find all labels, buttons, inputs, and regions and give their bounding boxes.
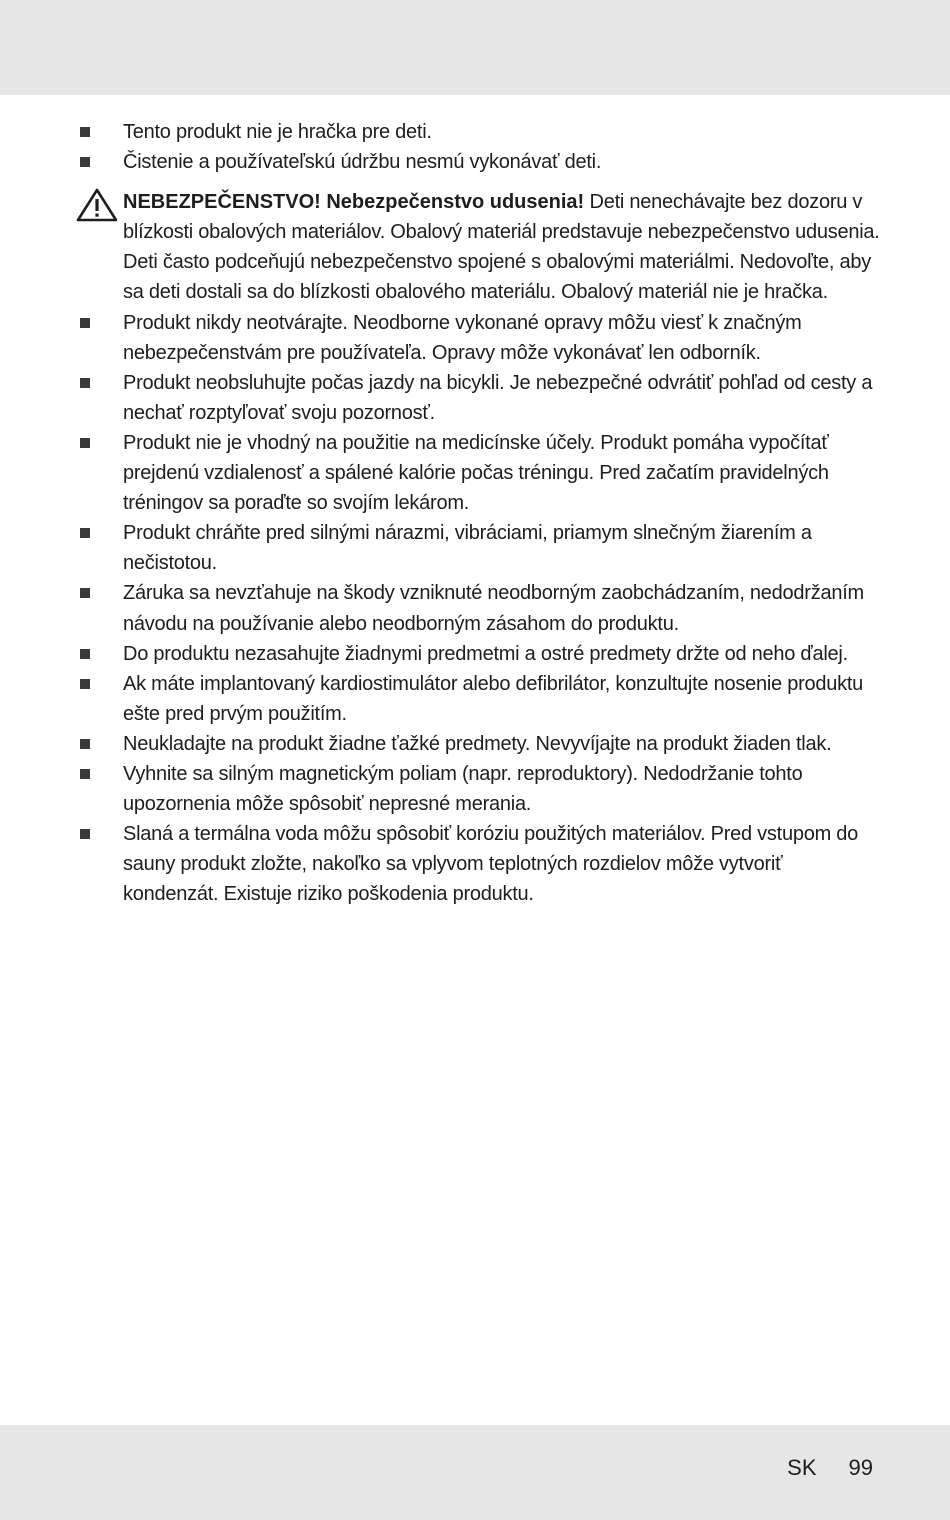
square-bullet-icon — [80, 739, 90, 749]
list-item-text: Produkt nikdy neotvárajte. Neodborne vykonané opravy môžu viesť k značným nebezpečenstvám pre používateľa. Opravy môže vykonávať len odborník. — [123, 311, 802, 364]
list-item — [0, 117, 950, 147]
list-item — [0, 308, 950, 368]
square-bullet-icon — [80, 649, 90, 659]
square-bullet-icon — [80, 318, 90, 328]
square-bullet-icon — [80, 588, 90, 598]
list-item-text: Slaná a termálna voda môžu spôsobiť koróziu použitých materiálov. Pred vstupom do sauny produkt zložte, nakoľko sa vplyvom teplotných rozdielov môže vytvoriť kondenzát. Existuje riziko poškodenia produktu. — [123, 823, 859, 906]
list-item-text: Produkt nie je vhodný na použitie na medicínske účely. Produkt pomáha vypočítať prejdenú vzdialenosť a spálené kalórie počas tréningu. Pred začatím pravidelných tréningov sa poraďte so svojím lekárom. — [123, 431, 829, 515]
list-item — [0, 578, 950, 638]
header-band — [0, 0, 950, 95]
list-item-text: Produkt chráňte pred silnými nárazmi, vibráciami, priamym slnečným žiarením a nečistotou. — [123, 522, 812, 575]
suffocation-warning — [0, 187, 950, 307]
list-item — [0, 669, 950, 729]
square-bullet-icon — [80, 829, 90, 839]
list-item — [0, 819, 950, 909]
square-bullet-icon — [80, 679, 90, 689]
square-bullet-icon — [80, 378, 90, 388]
list-item — [0, 428, 950, 518]
list-item-text: Záruka sa nevzťahuje na škody vzniknuté neodborným zaobchádzaním, nedodržaním návodu na používanie alebo neodborným zásahom do produktu. — [123, 582, 864, 635]
page-footer — [787, 1455, 873, 1481]
list-item-text: Produkt neobsluhujte počas jazdy na bicykli. Je nebezpečné odvrátiť pohľad od cesty a nechať rozptyľovať svoju pozornosť. — [123, 371, 873, 424]
list-item-text: Neukladajte na produkt žiadne ťažké predmety. Nevyvíjajte na produkt žiaden tlak. — [123, 732, 832, 755]
warning-text: Deti nenechávajte bez dozoru v blízkosti obalových materiálov. Obalový materiál predstavuje nebezpečenstvo udusenia. Deti často podceňujú nebezpečenstvo spojené s obalovými materiálmi. Nedovoľte, aby sa deti dostali sa do blízkosti obalového materiálu. Obalový materiál nie je hračka. — [123, 191, 880, 304]
square-bullet-icon — [80, 127, 90, 137]
warning-triangle-icon — [76, 187, 118, 223]
list-item — [0, 759, 950, 819]
list-item-text: Vyhnite sa silným magnetickým poliam (napr. reproduktory). Nedodržanie tohto upozornenia môže spôsobiť nepresné merania. — [123, 762, 803, 816]
list-item — [0, 147, 950, 177]
list-item-text: Do produktu nezasahujte žiadnymi predmetmi a ostré predmety držte od neho ďalej. — [123, 642, 848, 665]
list-item — [0, 518, 950, 578]
square-bullet-icon — [80, 157, 90, 167]
list-item — [0, 368, 950, 428]
square-bullet-icon — [80, 769, 90, 779]
list-item-text: Ak máte implantovaný kardiostimulátor alebo defibrilátor, konzultujte nosenie produktu ešte pred prvým použitím. — [123, 672, 864, 725]
safety-instructions — [0, 117, 950, 909]
square-bullet-icon — [80, 438, 90, 448]
list-item — [0, 729, 950, 759]
square-bullet-icon — [80, 528, 90, 538]
list-item — [0, 639, 950, 669]
warning-heading: NEBEZPEČENSTVO! Nebezpečenstvo udusenia! — [123, 191, 585, 214]
list-item-text: Čistenie a používateľskú údržbu nesmú vykonávať deti. — [123, 151, 602, 174]
language-code: SK — [787, 1455, 817, 1480]
list-item-text: Tento produkt nie je hračka pre deti. — [123, 121, 432, 143]
page-number: 99 — [848, 1455, 873, 1480]
